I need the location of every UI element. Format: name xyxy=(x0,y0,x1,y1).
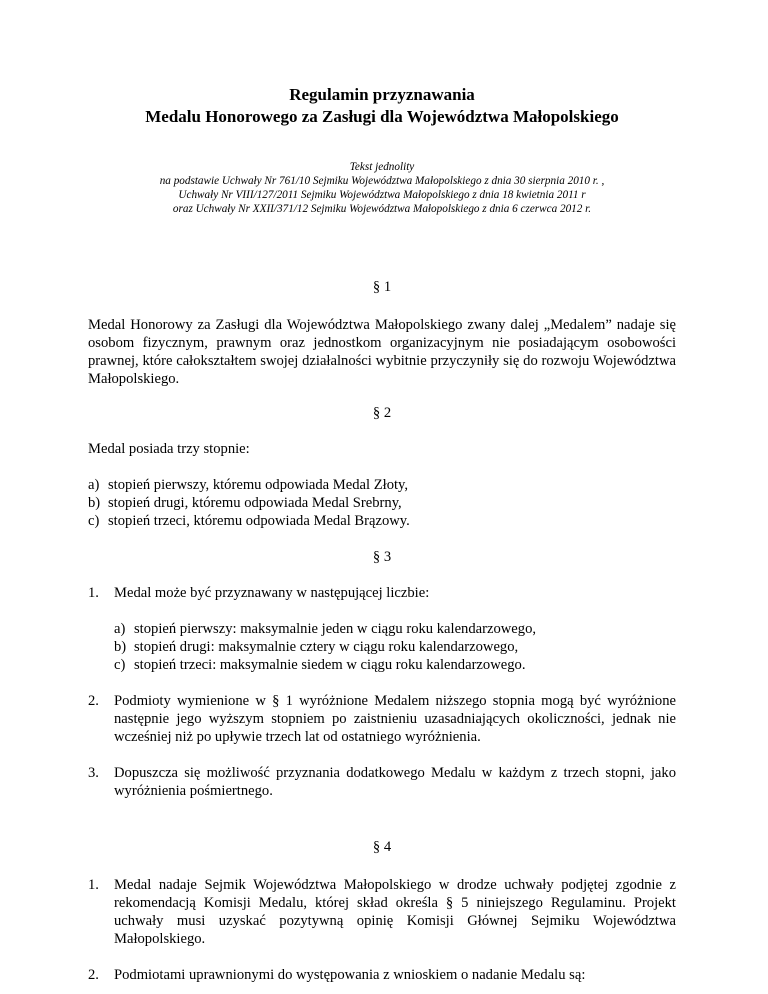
section-2-list xyxy=(88,476,676,530)
list-item xyxy=(88,476,676,494)
section-3-list xyxy=(88,620,676,674)
point-number: 1. xyxy=(88,585,99,601)
section-1-mark: § 1 xyxy=(372,279,392,295)
list-item-text: stopień drugi, któremu odpowiada Medal Srebrny, xyxy=(108,495,402,511)
section-1-text: Medal Honorowy za Zasługi dla Województwa Małopolskiego zwany dalej „Medalem” nadaje się osobom fizycznym, prawnym oraz jednostkom organizacyjnym nie posiadającym osobowości prawnej, które całokształtem swojej działalności wybitnie przyczyniły się do rozwoju Województwa Małopolskiego. xyxy=(88,317,676,387)
list-item xyxy=(114,620,676,638)
section-3-point-2 xyxy=(88,692,676,746)
list-item xyxy=(114,638,676,656)
consolidated-text-note xyxy=(88,160,676,216)
list-marker: b) xyxy=(88,495,101,511)
subheading-line-4: oraz Uchwały Nr XXII/371/12 Sejmiku Województwa Małopolskiego z dnia 6 czerwca 2012 r. xyxy=(172,203,592,215)
section-3-mark: § 3 xyxy=(372,549,392,565)
section-4-point-2 xyxy=(88,966,676,984)
list-item xyxy=(114,656,676,674)
list-item xyxy=(88,512,676,530)
list-item-text: stopień pierwszy, któremu odpowiada Medal Złoty, xyxy=(108,477,409,493)
section-4-mark: § 4 xyxy=(372,839,392,855)
document-title xyxy=(88,84,676,128)
point-number: 2. xyxy=(88,693,99,709)
section-3-point-1 xyxy=(88,584,676,602)
section-4-point-1 xyxy=(88,876,676,948)
point-text: Podmiotami uprawnionymi do występowania z wnioskiem o nadanie Medalu są: xyxy=(114,967,586,983)
title-line-1: Regulamin przyznawania xyxy=(289,85,475,104)
list-marker: a) xyxy=(114,621,126,637)
point-text: Medal może być przyznawany w następującej liczbie: xyxy=(114,585,430,601)
point-number: 1. xyxy=(88,877,99,893)
subheading-line-2: na podstawie Uchwały Nr 761/10 Sejmiku Województwa Małopolskiego z dnia 30 sierpnia 2010 r. , xyxy=(159,175,605,187)
subheading-line-1: Tekst jednolity xyxy=(349,161,415,173)
section-3-point-3 xyxy=(88,764,676,800)
list-marker: c) xyxy=(88,513,100,529)
section-2-mark: § 2 xyxy=(372,405,392,421)
list-item-text: stopień pierwszy: maksymalnie jeden w ciągu roku kalendarzowego, xyxy=(134,621,537,637)
title-line-2: Medalu Honorowego za Zasługi dla Województwa Małopolskiego xyxy=(145,107,619,126)
point-text: Medal nadaje Sejmik Województwa Małopolskiego w drodze uchwały podjętej zgodnie z rekomendacją Komisji Medalu, której skład określa § 5 niniejszego Regulaminu. Projekt uchwały musi uzyskać pozytywną opinię Komisji Głównej Sejmiku Województwa Małopolskiego. xyxy=(114,877,676,947)
section-2-intro: Medal posiada trzy stopnie: xyxy=(88,441,250,457)
list-marker: c) xyxy=(114,657,126,673)
point-text: Podmioty wymienione w § 1 wyróżnione Medalem niższego stopnia mogą być wyróżnione następnie jego wyższym stopniem po zaistnieniu uzasadniających okoliczności, jednak nie wcześniej niż po upływie trzech lat od ostatniego wyróżnienia. xyxy=(114,693,676,745)
subheading-line-3: Uchwały Nr VIII/127/2011 Sejmiku Województwa Małopolskiego z dnia 18 kwietnia 2011 r xyxy=(178,189,586,201)
list-marker: b) xyxy=(114,639,127,655)
point-number: 2. xyxy=(88,967,99,983)
list-item-text: stopień trzeci, któremu odpowiada Medal Brązowy. xyxy=(108,513,410,529)
list-item-text: stopień trzeci: maksymalnie siedem w ciągu roku kalendarzowego. xyxy=(134,657,526,673)
list-item xyxy=(88,494,676,512)
point-number: 3. xyxy=(88,765,99,781)
list-item-text: stopień drugi: maksymalnie cztery w ciągu roku kalendarzowego, xyxy=(134,639,519,655)
point-text: Dopuszcza się możliwość przyznania dodatkowego Medalu w każdym z trzech stopni, jako wyróżnienia pośmiertnego. xyxy=(114,765,676,799)
list-marker: a) xyxy=(88,477,100,493)
